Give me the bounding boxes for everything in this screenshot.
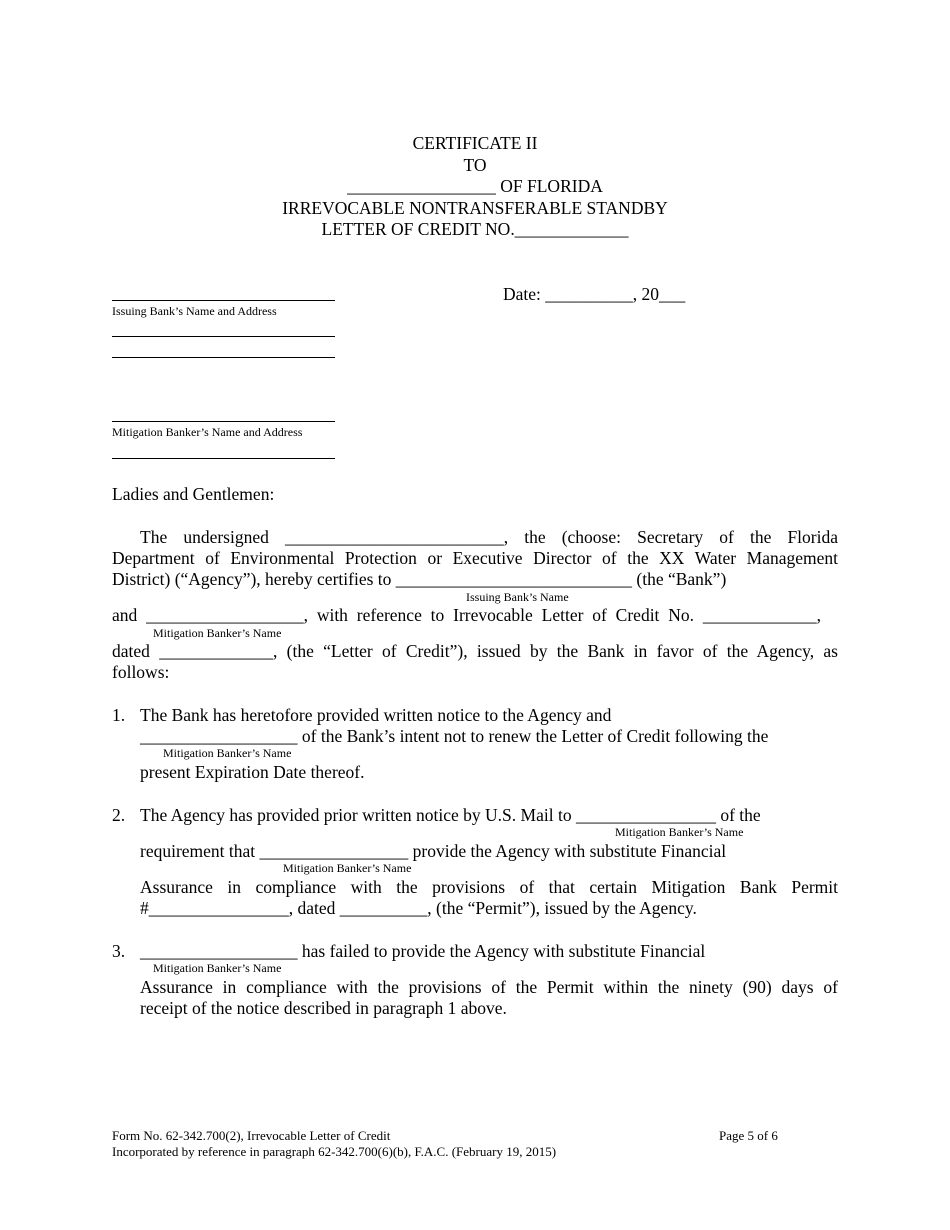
certificate-title: CERTIFICATE II [412, 133, 538, 153]
intro-line-3: District) (“Agency”), hereby certifies to ___________________________ (the “Bank”) [112, 569, 727, 589]
item-2-label-2: Mitigation Banker’s Name [283, 861, 412, 875]
item-1-number: 1. [112, 705, 126, 725]
issuing-bank-line-1 [112, 300, 335, 301]
header-to: TO [463, 155, 487, 175]
header-letter-of-credit-no: LETTER OF CREDIT NO._____________ [321, 219, 629, 239]
mitigation-banker-label: Mitigation Banker’s Name and Address [112, 425, 303, 439]
item-1-line-1: The Bank has heretofore provided written notice to the Agency and [140, 705, 612, 725]
date-line: Date: __________, 20___ [503, 284, 686, 304]
issuing-bank-line-2 [112, 336, 335, 337]
header-of-florida: _________________ OF FLORIDA [347, 176, 603, 196]
mitigation-banker-line-2 [112, 458, 335, 459]
intro-line-2: Department of Environmental Protection or Executive Director of the XX Water Management [112, 548, 838, 568]
item-2-number: 2. [112, 805, 126, 825]
item-2-label-1: Mitigation Banker’s Name [615, 825, 744, 839]
intro-line-1: The undersigned _________________________, the (choose: Secretary of the Florida [140, 527, 838, 547]
footer-page-number: Page 5 of 6 [719, 1128, 778, 1143]
intro-mitigation-label: Mitigation Banker’s Name [153, 626, 282, 640]
item-2-line-4: #________________, dated __________, (the “Permit”), issued by the Agency. [140, 898, 697, 918]
intro-line-4: and __________________, with reference to Irrevocable Letter of Credit No. _____________, [112, 605, 821, 625]
salutation: Ladies and Gentlemen: [112, 484, 275, 504]
item-1-line-3: present Expiration Date thereof. [140, 762, 365, 782]
item-3-line-2: Assurance in compliance with the provisions of the Permit within the ninety (90) days of [140, 977, 838, 997]
item-2-line-2: requirement that _________________ provide the Agency with substitute Financial [140, 841, 727, 861]
intro-line-5: dated _____________, (the “Letter of Credit”), issued by the Bank in favor of the Agency, as [112, 641, 838, 661]
header-irrevocable: IRREVOCABLE NONTRANSFERABLE STANDBY [282, 198, 668, 218]
item-3-line-3: receipt of the notice described in paragraph 1 above. [140, 998, 507, 1018]
item-2-line-1: The Agency has provided prior written notice by U.S. Mail to ________________ of the [140, 805, 761, 825]
intro-issuing-bank-label: Issuing Bank’s Name [466, 590, 569, 604]
intro-line-6: follows: [112, 662, 170, 682]
footer-incorporated: Incorporated by reference in paragraph 62-342.700(6)(b), F.A.C. (February 19, 2015) [112, 1144, 557, 1159]
item-3-number: 3. [112, 941, 126, 961]
item-1-line-2: __________________ of the Bank’s intent not to renew the Letter of Credit following the [140, 726, 769, 746]
item-2-line-3: Assurance in compliance with the provisions of that certain Mitigation Bank Permit [140, 877, 838, 897]
footer-form-no: Form No. 62-342.700(2), Irrevocable Letter of Credit [112, 1128, 391, 1143]
issuing-bank-line-3 [112, 357, 335, 358]
item-1-label: Mitigation Banker’s Name [163, 746, 292, 760]
issuing-bank-label: Issuing Bank’s Name and Address [112, 304, 277, 318]
item-3-label: Mitigation Banker’s Name [153, 961, 282, 975]
item-3-line-1: __________________ has failed to provide the Agency with substitute Financial [140, 941, 706, 961]
mitigation-banker-line-1 [112, 421, 335, 422]
